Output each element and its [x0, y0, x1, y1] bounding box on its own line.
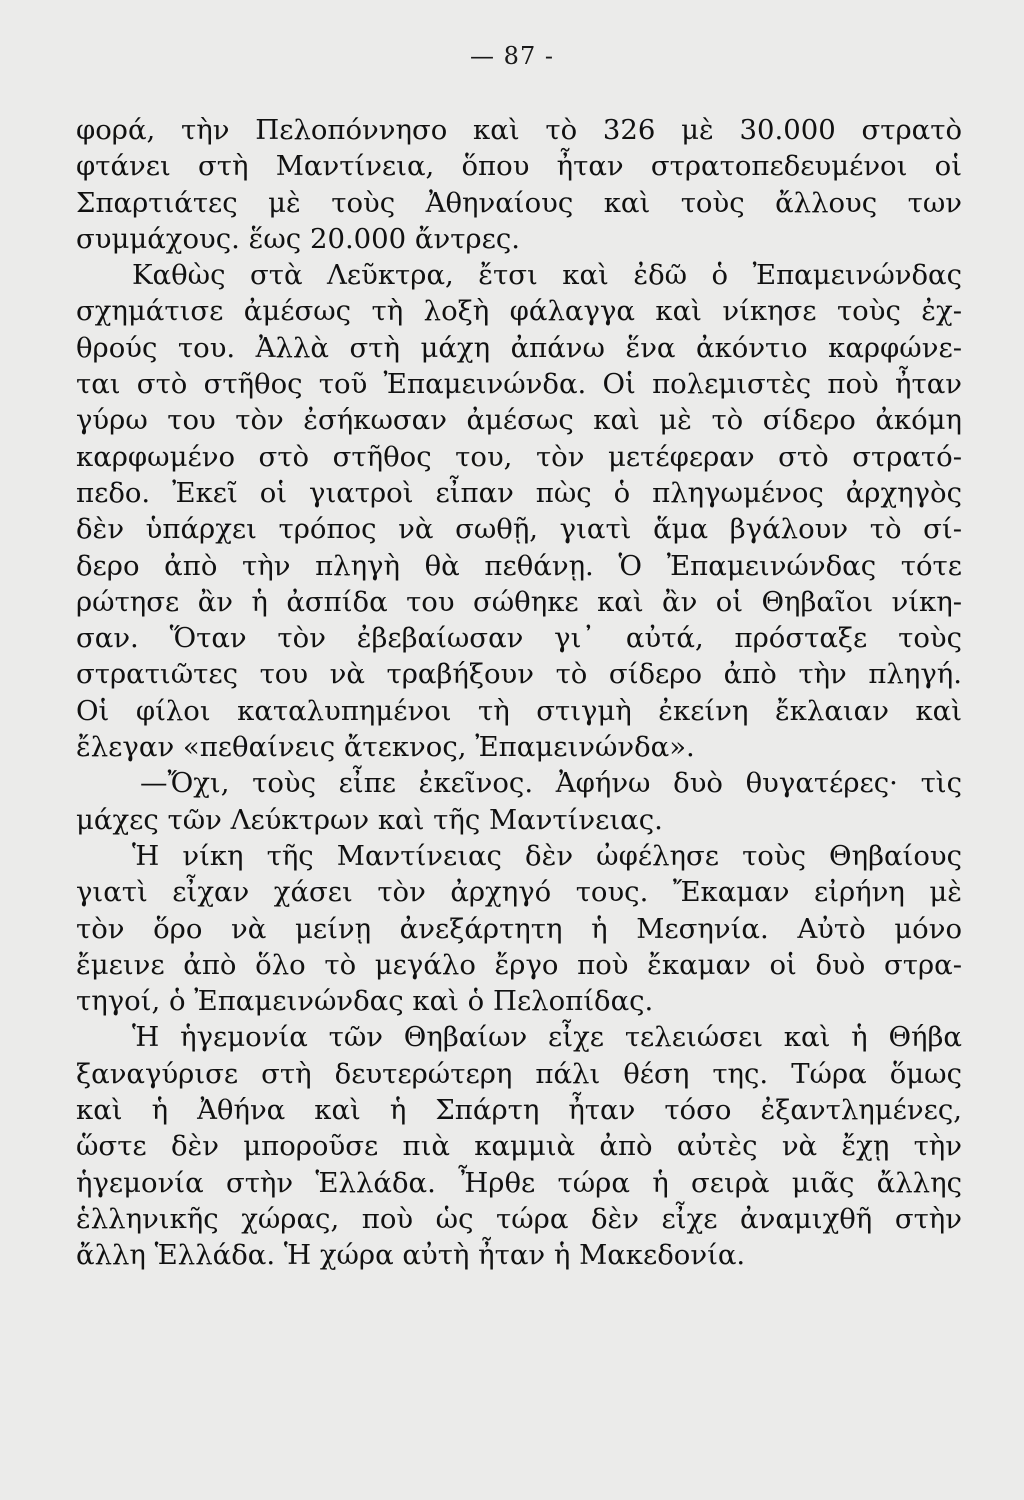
- text-line: Σπαρτιάτες μὲ τοὺς Ἀθηναίους καὶ τοὺς ἄλλους των: [76, 186, 962, 219]
- text-line: καρφωμένο στὸ στῆθος του, τὸν μετέφεραν στὸ στρατό-: [76, 440, 962, 473]
- text-line: δὲν ὑπάρχει τρόπος νὰ σωθῇ, γιατὶ ἅμα βγάλουν τὸ σί-: [76, 513, 962, 546]
- body-text: [76, 112, 962, 1274]
- text-line: σαν. Ὅταν τὸν ἐβεβαίωσαν γι᾽ αὐτά, πρόσταξε τοὺς: [76, 622, 962, 655]
- text-line: γύρω του τὸν ἐσήκωσαν ἀμέσως καὶ μὲ τὸ σίδερο ἀκόμη: [76, 404, 962, 437]
- text-line: ται στὸ στῆθος τοῦ Ἐπαμεινώνδα. Οἱ πολεμιστὲς ποὺ ἦταν: [76, 368, 962, 401]
- text-line: ἔμεινε ἀπὸ ὅλο τὸ μεγάλο ἔργο ποὺ ἔκαμαν οἱ δυὸ στρα-: [76, 948, 962, 981]
- text-line: ἄλλη Ἑλλάδα. Ἡ χώρα αὐτὴ ἦταν ἡ Μακεδονία.: [76, 1239, 746, 1272]
- text-line: συμμάχους. ἕως 20.000 ἄντρες.: [76, 222, 520, 255]
- text-line: γιατὶ εἶχαν χάσει τὸν ἀρχηγό τους. Ἔκαμαν εἰρήνη μὲ: [76, 876, 962, 909]
- text-line: ἡγεμονία στὴν Ἑλλάδα. Ἦρθε τώρα ἡ σειρὰ μιᾶς ἄλλης: [76, 1166, 962, 1199]
- text-line: θρούς του. Ἀλλὰ στὴ μάχη ἀπάνω ἕνα ἀκόντιο καρφώνε-: [76, 331, 962, 364]
- text-line: στρατιῶτες του νὰ τραβήξουν τὸ σίδερο ἀπὸ τὴν πληγή.: [76, 658, 962, 691]
- text-line: μάχες τῶν Λεύκτρων καὶ τῆς Μαντίνειας.: [76, 803, 663, 836]
- page-number: — 87 -: [470, 42, 554, 70]
- text-line: ἔλεγαν «πεθαίνεις ἄτεκνος, Ἐπαμεινώνδα».: [76, 731, 695, 764]
- paragraph-3: [76, 765, 962, 838]
- paragraph-1: [76, 112, 962, 257]
- text-line: καὶ ἡ Ἀθήνα καὶ ἡ Σπάρτη ἦταν τόσο ἐξαντλημένες,: [76, 1094, 962, 1127]
- text-line: πεδο. Ἐκεῖ οἱ γιατροὶ εἶπαν πὼς ὁ πληγωμένος ἀρχηγὸς: [76, 476, 962, 509]
- paragraph-2: [76, 257, 962, 765]
- text-line: ξαναγύρισε στὴ δευτερώτερη πάλι θέση της. Τώρα ὅμως: [76, 1057, 962, 1090]
- text-line: ρώτησε ἂν ἡ ἀσπίδα του σώθηκε καὶ ἂν οἱ Θηβαῖοι νίκη-: [76, 585, 962, 618]
- text-line: Καθὼς στὰ Λεῦκτρα, ἔτσι καὶ ἐδῶ ὁ Ἐπαμεινώνδας: [132, 259, 962, 292]
- text-line: τὸν ὅρο νὰ μείνῃ ἀνεξάρτητη ἡ Μεσηνία. Αὐτὸ μόνο: [76, 912, 962, 945]
- text-line: ἑλληνικῆς χώρας, ποὺ ὡς τώρα δὲν εἶχε ἀναμιχθῆ στὴν: [76, 1202, 962, 1235]
- text-line: Οἱ φίλοι καταλυπημένοι τὴ στιγμὴ ἐκείνη ἔκλαιαν καὶ: [76, 694, 962, 727]
- text-line: τηγοί, ὁ Ἐπαμεινώνδας καὶ ὁ Πελοπίδας.: [76, 985, 654, 1018]
- text-line: Ἡ νίκη τῆς Μαντίνειας δὲν ὠφέλησε τοὺς Θηβαίους: [132, 839, 962, 872]
- text-line: Ἡ ἡγεμονία τῶν Θηβαίων εἶχε τελειώσει καὶ ἡ Θήβα: [132, 1021, 962, 1054]
- text-line: φτάνει στὴ Μαντίνεια, ὅπου ἦταν στρατοπεδευμένοι οἱ: [76, 150, 962, 183]
- paragraph-4: [76, 838, 962, 1019]
- text-line: σχημάτισε ἀμέσως τὴ λοξὴ φάλαγγα καὶ νίκησε τοὺς ἐχ-: [76, 295, 962, 328]
- text-line: —Ὄχι, τοὺς εἶπε ἐκεῖνος. Ἀφήνω δυὸ θυγατέρες· τὶς: [140, 767, 962, 800]
- text-line: ὥστε δὲν μποροῦσε πιὰ καμμιὰ ἀπὸ αὐτὲς νὰ ἔχῃ τὴν: [76, 1130, 962, 1163]
- text-line: φορά, τὴν Πελοπόννησο καὶ τὸ 326 μὲ 30.000 στρατὸ: [76, 114, 962, 146]
- text-line: δερο ἀπὸ τὴν πληγὴ θὰ πεθάνῃ. Ὁ Ἐπαμεινώνδας τότε: [76, 549, 962, 582]
- paragraph-5: [76, 1019, 962, 1273]
